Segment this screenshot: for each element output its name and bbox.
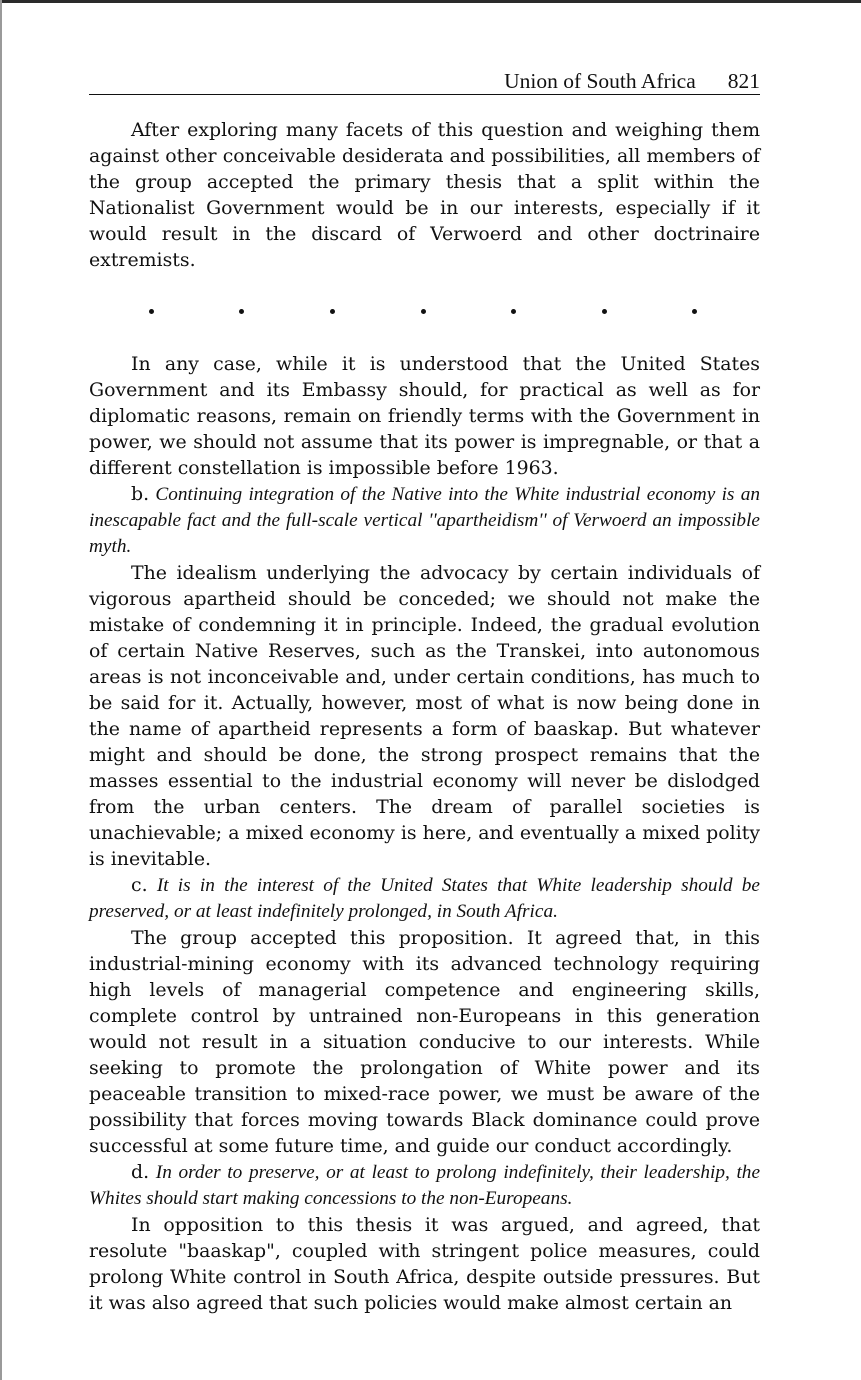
ornament-dot [692,309,697,314]
thesis-c-text: It is in the interest of the United States that White leadership should be preserved, or at least indefinitely prolonged, in South Africa. [89,875,760,922]
thesis-c-letter: c. [131,874,148,896]
paragraph-friendly-terms: In any case, while it is understood that the United States Government and its Embassy should, for practical as well as for diplomatic reasons, remain on friendly terms with the Government in power, we should not assume that its power is impregnable, or that a different constellation is impossible before 1963. [89,353,760,479]
ornament-dot [149,309,154,314]
thesis-d [89,1159,760,1212]
page-left-edge [0,0,2,1380]
thesis-c [89,872,760,925]
thesis-d-letter: d. [131,1161,150,1183]
paragraph-opposition: In opposition to this thesis it was argued, and agreed, that resolute "baaskap", coupled with stringent police measures, could prolong White control in South Africa, despite outside pressures. But it was also agreed that such policies would make almost certain an [89,1214,760,1314]
paragraph-apartheid-idealism: The idealism underlying the advocacy by certain individuals of vigorous apartheid should be conceded; we should not make the mistake of condemning it in principle. Indeed, the gradual evolution of certain Native Reserves, such as the Transkei, into autonomous areas is not inconceivable and, under certain conditions, has much to be said for it. Actually, however, most of what is now being done in the name of apartheid represents a form of baaskap. But whatever might and should be done, the strong prospect remains that the masses essential to the industrial economy will never be dislodged from the urban centers. The dream of parallel societies is unachievable; a mixed economy is here, and eventually a mixed polity is inevitable. [89,562,760,870]
page-body [89,117,760,1316]
running-header [89,68,760,95]
paragraph-split-thesis: After exploring many facets of this question and weighing them against other conceivable desiderata and possibilities, all members of the group accepted the primary thesis that a split within the Nationalist Government would be in our interests, especially if it would result in the discard of Verwoerd and other doctrinaire extremists. [89,119,760,271]
section-break-ornament [89,299,760,325]
thesis-b [89,481,760,560]
ornament-dot [421,309,426,314]
thesis-b-text: Continuing integration of the Native into the White industrial economy is an inescapable fact and the full-scale vertical ''apartheidism'' of Verwoerd an impossible myth. [89,484,760,557]
ornament-dot [239,309,244,314]
ornament-dot [511,309,516,314]
thesis-d-text: In order to preserve, or at least to prolong indefinitely, their leadership, the Whites should start making concessions to the non-Europeans. [89,1162,760,1209]
thesis-b-letter: b. [131,483,150,505]
page-number: 821 [727,69,760,93]
paragraph-group-accepted: The group accepted this proposition. It agreed that, in this industrial-mining economy with its advanced technology requiring high levels of managerial competence and engineering skills, complete control by untrained non-Europeans in this generation would not result in a situation conducive to our interests. While seeking to promote the prolongation of White power and its peaceable transition to mixed-race power, we must be aware of the possibility that forces moving towards Black dominance could prove successful at some future time, and guide our conduct accordingly. [89,927,760,1157]
page-top-edge [0,0,861,3]
running-header-title: Union of South Africa [504,69,696,93]
ornament-dot [330,309,335,314]
ornament-dot [602,309,607,314]
